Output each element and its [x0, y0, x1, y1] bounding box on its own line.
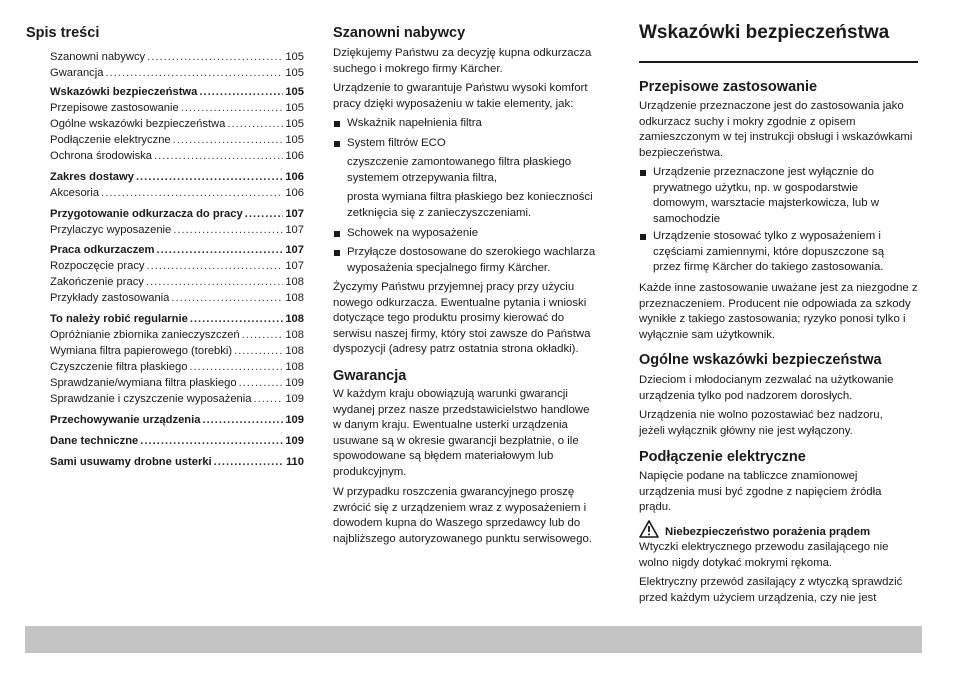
paragraph: Elektryczny przewód zasilający z wtyczką sprawdzić przed każdym użyciem urządzenia, czy nie jest	[639, 576, 903, 604]
toc-leader-dots	[171, 292, 283, 304]
toc-entry-label: Przykłady zastosowania	[50, 292, 170, 304]
toc-entry[interactable]	[50, 341, 304, 357]
toc-entry[interactable]	[50, 114, 304, 130]
toc-entry-page: 107	[285, 244, 304, 256]
toc-leader-dots	[147, 260, 284, 272]
toc-leader-dots	[156, 244, 283, 256]
paragraph: Urządzenie to gwarantuje Państwu wysoki komfort pracy dzięki wyposażeniu w takie elementy, jak:	[333, 82, 588, 110]
paragraph: Dziękujemy Państwu za decyzję kupna odkurzacza suchego i mokrego firmy Kärcher.	[333, 47, 592, 75]
paragraph: Napięcie podane na tabliczce znamionowej urządzenia musi być zgodne z napięciem źródła prądu.	[639, 470, 882, 514]
toc-entry-label: Sprawdzanie/wymiana filtra płaskiego	[50, 377, 237, 389]
toc-entry-label: Wymiana filtra papierowego (torebki)	[50, 345, 233, 357]
toc-entry-label: Przepisowe zastosowanie	[50, 102, 179, 114]
toc-entry-page: 105	[285, 118, 304, 130]
bullet-item: System filtrów ECO	[333, 136, 601, 152]
toc-entry[interactable]	[50, 240, 304, 256]
paragraph: Urządzenie przeznaczone jest do zastosowania jako odkurzacz suchy i mokry zgodnie z opisem zamieszczonym w tej instrukcji obsługi i wskazówkami bezpieczeństwa.	[639, 100, 913, 159]
toc-entry[interactable]	[50, 431, 304, 447]
toc-entry-label: Akcesoria	[50, 187, 100, 199]
toc-entry-label: Gwarancja	[50, 67, 104, 79]
toc-entry-label: Zakończenie pracy	[50, 276, 144, 288]
toc-entry[interactable]	[50, 220, 304, 236]
toc-entry-label: Przygotowanie odkurzacza do pracy	[50, 208, 243, 220]
toc-entry-page: 108	[285, 329, 304, 341]
toc-entry-page: 109	[285, 377, 304, 389]
warning-line	[639, 520, 870, 538]
warning-triangle-icon	[639, 520, 659, 538]
toc-leader-dots	[140, 435, 283, 447]
toc-leader-dots	[189, 361, 283, 373]
toc-entry[interactable]	[50, 47, 304, 63]
toc-entry-label: Praca odkurzaczem	[50, 244, 155, 256]
title-underline	[639, 61, 918, 63]
toc-entry-page: 110	[285, 456, 304, 468]
toc-leader-dots	[234, 345, 283, 357]
toc-leader-dots	[245, 208, 284, 220]
toc-entry-page: 105	[285, 86, 304, 98]
toc-leader-dots	[101, 187, 283, 199]
toc-entry[interactable]	[50, 183, 304, 199]
heading-warranty: Gwarancja	[333, 368, 407, 384]
toc-entry-page: 108	[285, 361, 304, 373]
toc-leader-dots	[242, 329, 284, 341]
toc-entry-label: Rozpoczęcie pracy	[50, 260, 145, 272]
toc-entry[interactable]	[50, 410, 304, 426]
bullet-item: Wskaźnik napełnienia filtra	[333, 116, 601, 132]
toc-entry-page: 109	[285, 435, 304, 447]
toc-entry[interactable]	[50, 452, 304, 468]
toc-entry[interactable]	[50, 357, 304, 373]
toc-entry-label: Podłączenie elektryczne	[50, 134, 171, 146]
toc-title: Spis treści	[26, 25, 100, 41]
toc-leader-dots	[202, 414, 283, 426]
toc-entry-page: 108	[285, 313, 304, 325]
toc-entry-page: 106	[285, 150, 304, 162]
toc-entry-label: Dane techniczne	[50, 435, 139, 447]
toc-entry-label: Ogólne wskazówki bezpieczeństwa	[50, 118, 226, 130]
bullet-item: Urządzenie stosować tylko z wyposażeniem i częściami zamiennymi, które dopuszczone są przez firmę Kärcher do takiego zastosowania.	[639, 229, 905, 276]
toc-entry-label: Wskazówki bezpieczeństwa	[50, 86, 198, 98]
paragraph: Wtyczki elektrycznego przewodu zasilającego nie wolno nigdy dotykać mokrymi rękoma.	[639, 541, 889, 569]
toc-entry-page: 105	[285, 102, 304, 114]
toc-entry-page: 105	[285, 51, 304, 63]
toc-entry-page: 108	[285, 276, 304, 288]
toc-entry-page: 109	[285, 414, 304, 426]
toc-entry-label: Szanowni nabywcy	[50, 51, 146, 63]
bullet-item: Schowek na wyposażenie	[333, 226, 603, 242]
paragraph: Urządzenia nie wolno pozostawiać bez nadzoru, jeżeli wyłącznik główny nie jest wyłączony.	[639, 409, 883, 437]
bullet-item: Urządzenie przeznaczone jest wyłącznie do prywatnego użytku, np. w gospodarstwie domowym, warsztacie majsterkowicza, lub w samochodzie	[639, 165, 903, 227]
toc-entry[interactable]	[50, 389, 304, 405]
toc-leader-dots	[173, 134, 284, 146]
toc-entry-label: Przylaczyc wyposazenie	[50, 224, 172, 236]
paragraph: Życzymy Państwu przyjemnej pracy przy użyciu nowego odkurzacza. Ewentualne pytania i wnioski dotyczące tego produktu prosimy kierować do serwisu naszej firmy, który stoi zawsze do Państwa dyspozycji (adresy patrz ostatnia strona okładki).	[333, 281, 591, 356]
toc-leader-dots	[105, 67, 283, 79]
toc-entry-page: 108	[285, 345, 304, 357]
toc-entry-label: Czyszczenie filtra płaskiego	[50, 361, 188, 373]
toc-entry-label: Ochrona środowiska	[50, 150, 152, 162]
toc-entry-page: 107	[285, 260, 304, 272]
toc-entry-label: Sprawdzanie i czyszczenie wyposażenia	[50, 393, 252, 405]
paragraph: W przypadku roszczenia gwarancyjnego proszę zwrócić się z urządzeniem wraz z wyposażeniem i dowodem kupna do Waszego sprzedawcy lub do najbliższego autoryzowanego punktu serwisowego.	[333, 486, 592, 545]
toc-leader-dots	[181, 102, 284, 114]
heading-intended-use: Przepisowe zastosowanie	[639, 79, 818, 95]
toc-leader-dots	[173, 224, 283, 236]
paragraph: Każde inne zastosowanie uważane jest za niezgodne z przeznaczeniem. Producent nie odpowiada za szkody wynikłe z takiego zastosowania; ryzyko ponosi tylko i wyłącznie sam użytkownik.	[639, 282, 918, 341]
toc-entry-page: 109	[285, 393, 304, 405]
toc-entry[interactable]	[50, 146, 304, 162]
sub-item: prosta wymiana filtra płaskiego bez konieczności zetknięcia się z zanieczyszczeniami.	[347, 191, 593, 219]
toc-entry-page: 107	[285, 224, 304, 236]
toc-leader-dots	[227, 118, 283, 130]
paragraph: Dzieciom i młodocianym zezwalać na użytkowanie urządzenia tylko pod nadzorem dorosłych.	[639, 374, 894, 402]
toc-entry[interactable]	[50, 167, 304, 183]
toc-leader-dots	[147, 51, 283, 63]
toc-leader-dots	[214, 456, 284, 468]
toc-entry[interactable]	[50, 204, 304, 220]
toc-entry-label: To należy robić regularnie	[50, 313, 188, 325]
toc-entry-label: Przechowywanie urządzenia	[50, 414, 201, 426]
toc-leader-dots	[239, 377, 284, 389]
toc-entry-page: 105	[285, 134, 304, 146]
paragraph: W każdym kraju obowiązują warunki gwarancji wydanej przez nasze przedstawicielstwo handlowe w danym kraju. Ewentualne usterki urządzenia usuwane są w okresie gwarancji bezpłatnie, o ile spowodowane są błędem materiałowym lub produkcyjnym.	[333, 388, 590, 478]
heading-general-safety: Ogólne wskazówki bezpieczeństwa	[639, 352, 882, 368]
toc-entry[interactable]	[50, 63, 304, 79]
toc-entry[interactable]	[50, 98, 304, 114]
toc-entry[interactable]	[50, 373, 304, 389]
heading-dear-customer: Szanowni nabywcy	[333, 25, 466, 41]
toc-leader-dots	[136, 171, 283, 183]
toc-leader-dots	[190, 313, 284, 325]
toc-entry[interactable]	[50, 256, 304, 272]
section-title: Wskazówki bezpieczeństwa	[639, 22, 890, 43]
toc-entry[interactable]	[50, 272, 304, 288]
toc-entry-page: 105	[285, 67, 304, 79]
heading-electrical: Podłączenie elektryczne	[639, 449, 806, 465]
toc-entry[interactable]	[50, 309, 304, 325]
toc-leader-dots	[146, 276, 283, 288]
toc-entry[interactable]	[50, 325, 304, 341]
bullet-item: Przyłącze dostosowane do szerokiego wachlarza wyposażenia specjalnego firmy Kärcher.	[333, 245, 605, 276]
toc-entry-label: Zakres dostawy	[50, 171, 134, 183]
warning-text: Niebezpieczeństwo porażenia prądem	[665, 526, 871, 538]
toc-entry[interactable]	[50, 82, 304, 98]
toc-entry-page: 106	[285, 171, 304, 183]
toc-entry-label: Opróżnianie zbiornika zanieczyszczeń	[50, 329, 240, 341]
toc-leader-dots	[253, 393, 283, 405]
toc-leader-dots	[154, 150, 283, 162]
toc-leader-dots	[199, 86, 283, 98]
toc-entry[interactable]	[50, 130, 304, 146]
toc-entry-page: 108	[285, 292, 304, 304]
toc-entry[interactable]	[50, 288, 304, 304]
sub-item: czyszczenie zamontowanego filtra płaskiego systemem otrzepywania filtra,	[347, 156, 572, 184]
toc-entry-page: 107	[285, 208, 304, 220]
toc-entry-page: 106	[285, 187, 304, 199]
toc-entry-label: Sami usuwamy drobne usterki	[50, 456, 212, 468]
footer-bar	[25, 626, 922, 653]
